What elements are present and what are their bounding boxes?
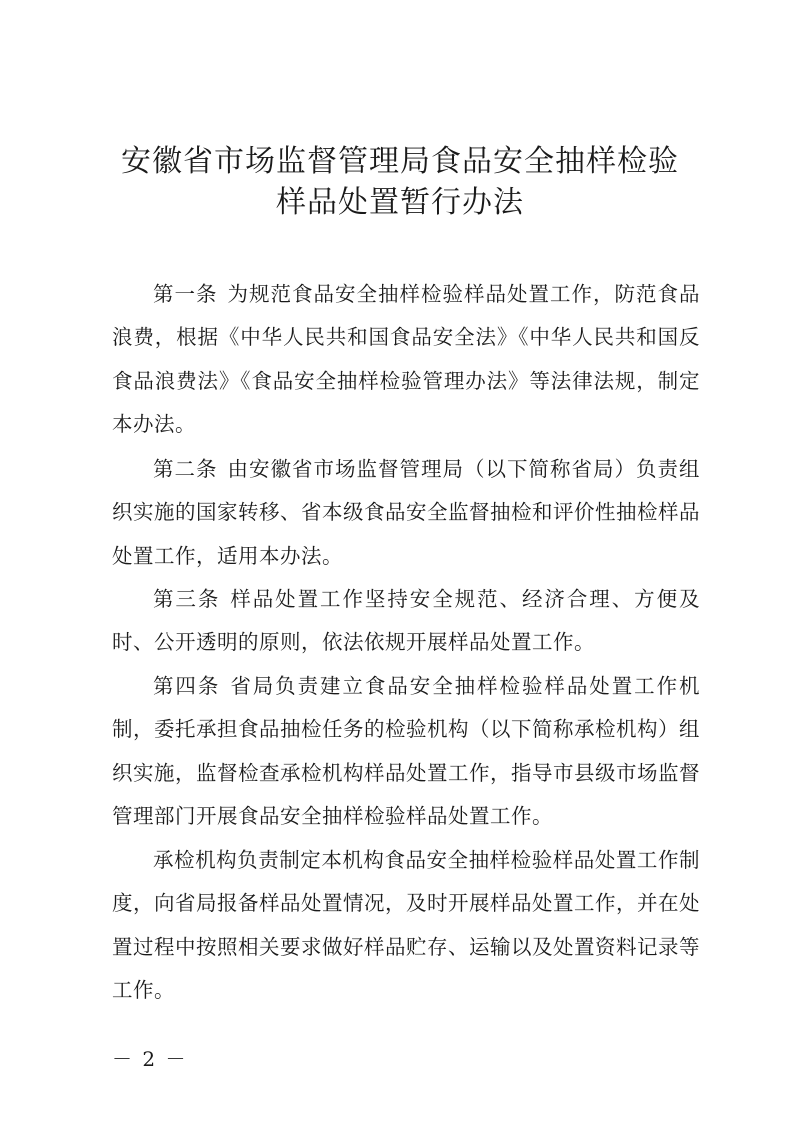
article-3-text: 样品处置工作坚持安全规范、经济合理、方便及时、公开透明的原则，依法依规开展样品处置工作。 [112, 586, 701, 654]
document-title-line-2: 样品处置暂行办法 [276, 185, 524, 220]
article-1-text: 为规范食品安全抽样检验样品处置工作，防范食品浪费，根据《中华人民共和国食品安全法》《中华人民共和国反食品浪费法》《食品安全抽样检验管理办法》等法律法规，制定本办法。 [112, 281, 700, 436]
article-2-text: 由安徽省市场监督管理局（以下简称省局）负责组织实施的国家转移、省本级食品安全监督抽检和评价性抽检样品处置工作，适用本办法。 [112, 456, 700, 568]
article-2-paragraph [112, 448, 700, 579]
article-4-paragraph [112, 665, 700, 839]
page-number: － 2 － [112, 1047, 188, 1071]
document-title-line-1: 安徽省市场监督管理局食品安全抽样检验 [121, 144, 679, 179]
article-4-text: 省局负责建立食品安全抽样检验样品处置工作机制，委托承担食品抽检任务的检验机构（以下简称承检机构）组织实施，监督检查承检机构样品处置工作，指导市县级市场监督管理部门开展食品安全抽样检验样品处置工作。 [112, 673, 701, 828]
article-4-number: 第四条 [153, 673, 221, 698]
article-3-number: 第三条 [153, 586, 221, 611]
article-3-paragraph [112, 578, 700, 665]
article-4-continuation-text: 承检机构负责制定本机构食品安全抽样检验样品处置工作制度，向省局报备样品处置情况，及时开展样品处置工作，并在处置过程中按照相关要求做好样品贮存、运输以及处置资料记录等工作。 [112, 847, 700, 1002]
article-1-paragraph [112, 273, 700, 447]
article-2-number: 第二条 [153, 456, 218, 481]
article-4-continuation-paragraph [112, 839, 700, 1013]
article-1-number: 第一条 [153, 281, 218, 306]
